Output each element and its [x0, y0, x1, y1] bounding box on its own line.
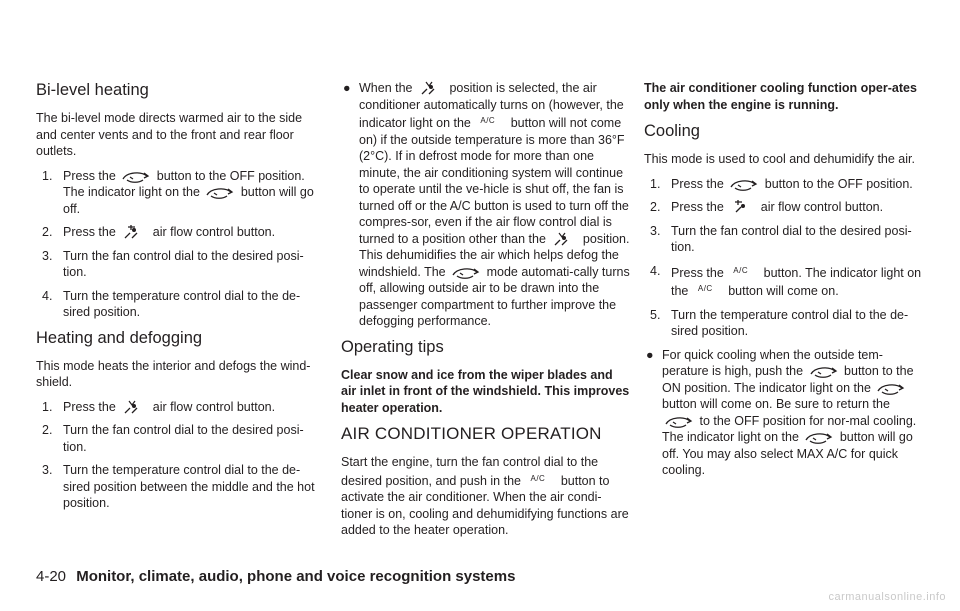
ac-button-icon: A/C: [697, 284, 713, 293]
paragraph-heating-defogging: This mode heats the interior and defogs the wind-shield.: [36, 358, 311, 389]
paragraph-cooling: This mode is used to cool and dehumidify the air.: [644, 152, 915, 166]
watermark: carmanualsonline.info: [828, 591, 946, 603]
recirculation-icon: [809, 365, 839, 379]
recirculation-icon: [804, 431, 834, 445]
column-right: [644, 80, 926, 486]
ac-button-icon: A/C: [480, 116, 496, 125]
recirculation-icon: [205, 186, 235, 200]
list-item: ● When the position is selected, the air conditioner automatically turns on (however, the indicator light on the $^{A/C}$ button will not come on) if the outside temperature is more than 36°F (2°C). If in defrost mode for more than one minute, the air conditioning system will continue to operate until the ve-hicle is shut off, the fan is turned off or the A/C button is used to turn off the compres-sor, even if the air flow control dial is turned to a position other than the position. This dehumidifies the air which helps defog the windshield. The mode automati-cally turns off, allowing outside air to be drawn into the passenger compartment to further improve the defogging performance.: [343, 81, 630, 328]
list-item: 4. Press the $^{A/C}$ button. The indicator light on the $^{A/C}$ button will come on.: [650, 263, 922, 298]
recirculation-icon: [451, 266, 481, 280]
list-item: 1. Press the button to the OFF position. The indicator light on the button will go off.: [42, 168, 314, 216]
chapter-title: Monitor, climate, audio, phone and voice recognition systems: [76, 568, 516, 585]
page-number: 4-20: [36, 568, 67, 585]
ac-button-icon: A/C: [733, 265, 749, 275]
list-item: 2. Press the air flow control button.: [650, 200, 884, 214]
column-middle: [341, 80, 631, 547]
recirculation-icon: [876, 382, 906, 396]
bullet-list-quick-cooling: [644, 347, 926, 479]
heading-heating-defogging: Heating and defogging: [36, 328, 203, 347]
paragraph-bilevel: The bi-level mode directs warmed air to the side and center vents and to the front and rear floor outlets.: [36, 111, 303, 158]
list-item: 2. Press the air flow control button.: [42, 225, 276, 239]
list-item: 2. Turn the fan control dial to the desired posi-tion.: [42, 423, 304, 454]
bilevel-airflow-icon: [121, 224, 147, 240]
list-item: 3. Turn the fan control dial to the desired posi-tion.: [650, 223, 912, 254]
recirculation-icon: [664, 415, 694, 429]
paragraph-ac-operation: Start the engine, turn the fan control dial to the desired position, and push in the $^{A/C}$ button to activate the air conditioner. When the air condi-tioner is on, cooling and dehumidifying functions are added to the heater operation.: [341, 455, 629, 537]
list-item: 3. Turn the temperature control dial to the de-sired position between the middle and the hot position.: [42, 463, 315, 510]
heading-operating-tips: Operating tips: [341, 337, 444, 356]
heading-ac-operation: AIR CONDITIONER OPERATION: [341, 424, 602, 443]
paragraph-operating-tips: Clear snow and ice from the wiper blades and air inlet in front of the windshield. This improves heater operation.: [341, 367, 630, 415]
list-item: ● For quick cooling when the outside tem-perature is high, push the button to the ON position. The indicator light on the button will come on. Be sure to return the to the OFF position for nor-mal cooling. The indicator light on the button will go off. You may also select MAX A/C for quick cooling.: [646, 347, 917, 477]
list-item: 1. Press the button to the OFF position.: [650, 176, 913, 191]
heading-cooling: Cooling: [644, 122, 700, 140]
bullet-list-defrost: [341, 80, 631, 330]
defrost-floor-icon: [121, 399, 147, 415]
list-item: 5. Turn the temperature control dial to the de-sired position.: [650, 307, 909, 338]
list-item: 3. Turn the fan control dial to the desired posi-tion.: [42, 248, 304, 279]
list-item: 1. Press the air flow control button.: [42, 399, 276, 414]
steps-cooling: [644, 176, 926, 340]
recirculation-icon: [121, 170, 151, 184]
defrost-floor-icon: [418, 80, 444, 96]
ac-button-icon: A/C: [530, 473, 546, 483]
paragraph-engine-note: The air conditioner cooling function oper-ates only when the engine is running.: [644, 81, 917, 112]
column-left: [36, 80, 324, 519]
vent-airflow-icon: [729, 199, 755, 215]
steps-bilevel: [36, 168, 324, 321]
heading-bilevel-heating: Bi-level heating: [36, 81, 149, 99]
list-item: 4. Turn the temperature control dial to the de-sired position.: [42, 288, 301, 319]
recirculation-icon: [729, 178, 759, 192]
page-footer: [36, 568, 515, 585]
defrost-floor-icon: [551, 231, 577, 247]
steps-heating: [36, 399, 324, 512]
